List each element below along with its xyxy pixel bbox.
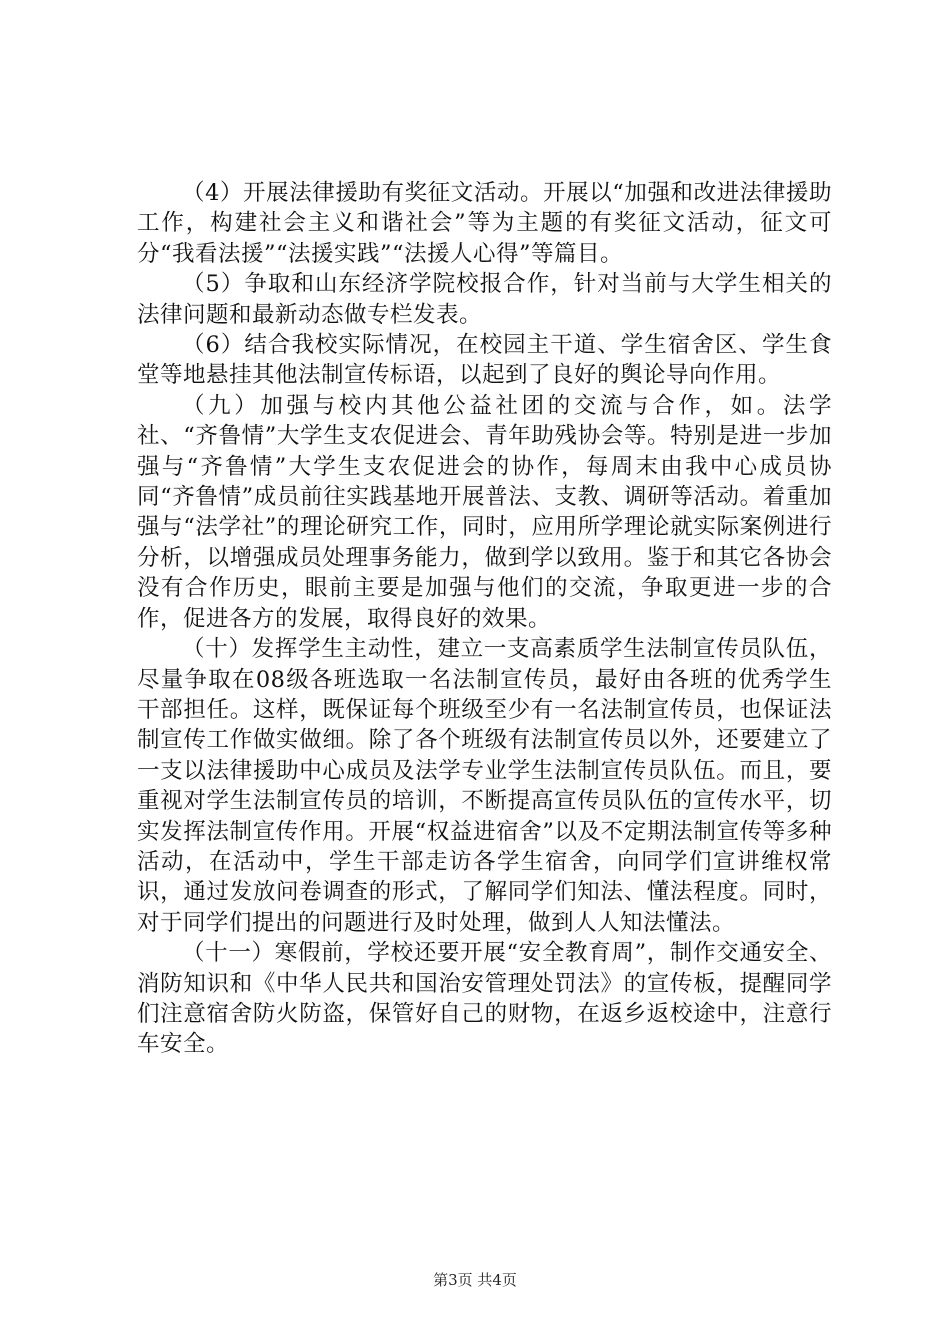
page-number-footer: 第3页 共4页	[433, 1271, 517, 1289]
paragraph-9-club-cooperation: （九）加强与校内其他公益社团的交流与合作，如。法学社、“齐鲁情”大学生支农促进会、青年助残协会等。特别是进一步加强与“齐鲁情”大学生支农促进会的协作，每周末由我中心成员协同“齐鲁情”成员前往实践基地开展普法、支教、调研等活动。着重加强与“法学社”的理论研究工作，同时，应用所学理论就实际案例进行分析，以增强成员处理事务能力，做到学以致用。鉴于和其它各协会没有合作历史，眼前主要是加强与他们的交流，争取更进一步的合作，促进各方的发展，取得良好的效果。	[137, 392, 832, 632]
paragraph-6-slogans: （6）结合我校实际情况，在校园主干道、学生宿舍区、学生食堂等地悬挂其他法制宣传标语，以起到了良好的舆论导向作用。	[137, 332, 832, 389]
document-body	[137, 178, 832, 1060]
paragraph-4-essay-contest: （4）开展法律援助有奖征文活动。开展以“加强和改进法律援助工作，构建社会主义和谐社会”等为主题的有奖征文活动，征文可分“我看法援”“法援实践”“法援人心得”等篇目。	[137, 180, 832, 267]
paragraph-10-student-propagandists: （十）发挥学生主动性，建立一支高素质学生法制宣传员队伍，尽量争取在08级各班选取一名法制宣传员，最好由各班的优秀学生干部担任。这样，既保证每个班级至少有一名法制宣传员，也保证法制宣传工作做实做细。除了各个班级有法制宣传员以外，还要建立了一支以法律援助中心成员及法学专业学生法制宣传员队伍。而且，要重视对学生法制宣传员的培训，不断提高宣传员队伍的宣传水平，切实发挥法制宣传作用。开展“权益进宿舍”以及不定期法制宣传等多种活动，在活动中，学生干部走访各学生宿舍，向同学们宣讲维权常识，通过发放问卷调查的形式，了解同学们知法、懂法程度。同时，对于同学们提出的问题进行及时处理，做到人人知法懂法。	[137, 636, 832, 936]
paragraph-11-safety-week: （十一）寒假前，学校还要开展“安全教育周”，制作交通安全、消防知识和《中华人民共和国治安管理处罚法》的宣传板，提醒同学们注意宿舍防火防盗，保管好自己的财物，在返乡返校途中，注意行车安全。	[137, 940, 832, 1058]
paragraph-5-school-newspaper: （5）争取和山东经济学院校报合作，针对当前与大学生相关的法律问题和最新动态做专栏发表。	[137, 271, 832, 328]
